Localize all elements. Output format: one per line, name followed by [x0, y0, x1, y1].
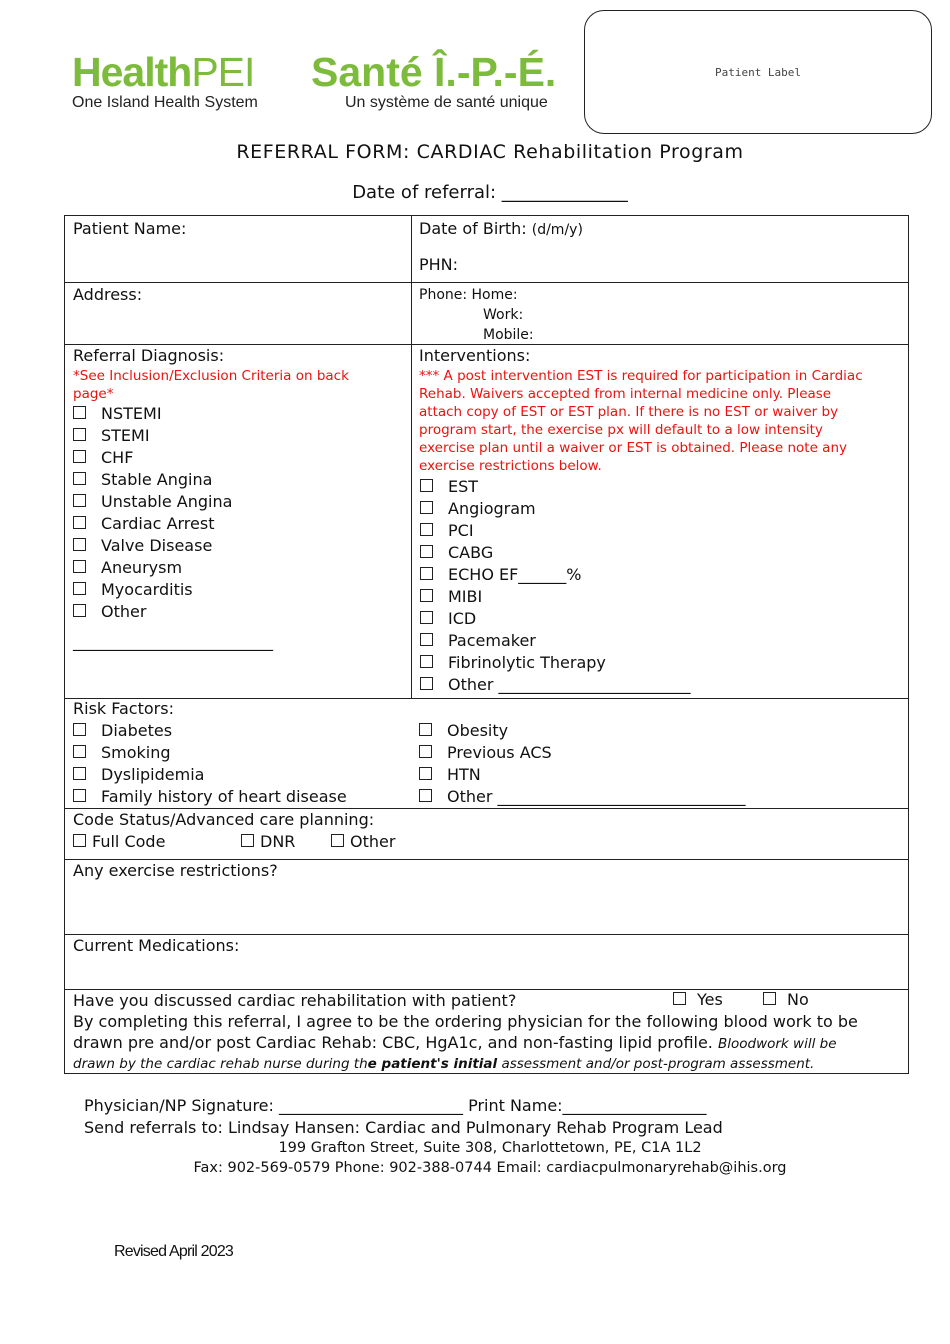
bloodwork-note-a: Bloodwork will be	[717, 1036, 837, 1052]
intervention-checkbox-label: Angiogram	[448, 499, 536, 518]
agreement-line2	[73, 1033, 837, 1054]
diagnosis-checkbox[interactable]	[73, 403, 162, 425]
checkbox-icon	[73, 406, 86, 419]
interventions-note-line: program start, the exercise px will default to a low intensity	[419, 422, 823, 438]
checkbox-icon	[420, 501, 433, 514]
diagnosis-label: Referral Diagnosis:	[73, 346, 225, 365]
patient-label-box	[584, 10, 932, 134]
checkbox-icon	[73, 450, 86, 463]
intervention-checkbox[interactable]	[420, 652, 606, 674]
intervention-checkbox[interactable]	[420, 542, 493, 564]
diagnosis-checkbox-label: Cardiac Arrest	[101, 514, 215, 533]
patient-name-label[interactable]: Patient Name:	[73, 219, 187, 238]
discussed-yes-checkbox[interactable]	[673, 989, 723, 1011]
patient-label-text: Patient Label	[714, 65, 802, 79]
checkbox-icon	[73, 834, 86, 847]
checkbox-icon	[73, 723, 86, 736]
agreement-line1: By completing this referral, I agree to be the ordering physician for the following blood work to be	[73, 1012, 858, 1031]
diagnosis-checkbox[interactable]	[73, 601, 146, 623]
checkbox-icon	[419, 789, 432, 802]
diagnosis-checkbox[interactable]	[73, 557, 182, 579]
diagnosis-checkbox-label: Unstable Angina	[101, 492, 233, 511]
risk-factor-checkbox-label: Obesity	[447, 721, 509, 740]
intervention-checkbox-label: ICD	[448, 609, 477, 628]
diagnosis-checkbox[interactable]	[73, 535, 212, 557]
diagnosis-checkbox-label: Other	[101, 602, 147, 621]
send-to-name: Lindsay Hansen	[228, 1118, 355, 1137]
intervention-checkbox[interactable]	[420, 520, 474, 542]
intervention-checkbox-label: PCI	[448, 521, 474, 540]
send-to-prefix: Send referrals to:	[84, 1118, 229, 1137]
diagnosis-checkbox[interactable]	[73, 491, 232, 513]
diagnosis-checkbox[interactable]	[73, 513, 214, 535]
intervention-checkbox-label: Fibrinolytic Therapy	[448, 653, 606, 672]
signature-line[interactable]: Physician/NP Signature: _______________________ Print Name:__________________	[84, 1096, 707, 1115]
checkbox-icon	[73, 472, 86, 485]
footer-contact: Fax: 902-569-0579 Phone: 902-388-0744 Email: cardiacpulmonaryrehab@ihis.org	[193, 1160, 787, 1176]
send-to-line	[84, 1118, 723, 1137]
agreement-line2-text: drawn pre and/or post Cardiac Rehab: CBC, HgA1c, and non-fasting lipid profile.	[73, 1033, 713, 1052]
checkbox-icon	[73, 604, 86, 617]
code-status-checkbox-label: DNR	[260, 832, 296, 851]
health-pei-logo	[72, 50, 258, 112]
risk-factor-checkbox[interactable]	[419, 786, 746, 808]
code-status-checkbox[interactable]	[73, 831, 165, 853]
intervention-checkbox-label: MIBI	[448, 587, 483, 606]
intervention-checkbox[interactable]	[420, 498, 536, 520]
referral-date-field[interactable]: Date of referral: ______________	[352, 182, 628, 203]
intervention-checkbox[interactable]	[420, 608, 476, 630]
intervention-checkbox[interactable]	[420, 564, 582, 586]
intervention-checkbox[interactable]	[420, 586, 482, 608]
interventions-note-line: exercise plan until a waiver or EST is obtained. Please note any	[419, 440, 848, 456]
diagnosis-checkbox-label: Valve Disease	[101, 536, 213, 555]
interventions-note-line: attach copy of EST or EST plan. If there is no EST or waiver by	[419, 404, 839, 420]
checkbox-icon	[420, 479, 433, 492]
risk-factor-checkbox[interactable]	[73, 764, 204, 786]
checkbox-icon	[420, 655, 433, 668]
interventions-note-line: Rehab. Waivers accepted from internal medicine only. Please	[419, 386, 832, 402]
checkbox-icon	[331, 834, 344, 847]
risk-factor-checkbox[interactable]	[419, 720, 508, 742]
checkbox-icon	[420, 633, 433, 646]
diagnosis-note-line1: *See Inclusion/Exclusion Criteria on back	[73, 368, 349, 384]
footer-address: 199 Grafton Street, Suite 308, Charlottetown, PE, C1A 1L2	[278, 1140, 702, 1156]
checkbox-icon	[73, 767, 86, 780]
checkbox-icon	[420, 611, 433, 624]
dob-format: (d/m/y)	[531, 222, 583, 238]
risk-factor-checkbox[interactable]	[73, 786, 347, 808]
checkbox-icon	[73, 789, 86, 802]
diagnosis-checkbox-label: STEMI	[101, 426, 150, 445]
risk-factor-checkbox[interactable]	[419, 742, 552, 764]
risk-factor-checkbox[interactable]	[73, 742, 171, 764]
referral-form-table	[64, 215, 909, 1074]
checkbox-icon	[419, 767, 432, 780]
diagnosis-checkbox-label: Stable Angina	[101, 470, 213, 489]
logo-en-text: Health	[72, 49, 192, 95]
checkbox-icon	[73, 560, 86, 573]
bloodwork-note	[73, 1054, 814, 1074]
bloodwork-note-b: drawn by the cardiac rehab nurse during th	[73, 1056, 368, 1072]
address-label[interactable]: Address:	[73, 285, 143, 304]
diagnosis-checkbox-label: NSTEMI	[101, 404, 162, 423]
checkbox-icon	[420, 545, 433, 558]
diagnosis-checkbox[interactable]	[73, 447, 133, 469]
exercise-restrictions-label[interactable]: Any exercise restrictions?	[73, 861, 278, 880]
diagnosis-checkbox-label: CHF	[101, 448, 134, 467]
intervention-checkbox-label: CABG	[448, 543, 494, 562]
phone-work-label[interactable]: Work:	[483, 307, 524, 323]
dob-label: Date of Birth:	[419, 219, 527, 238]
phone-mobile-label[interactable]: Mobile:	[483, 327, 534, 343]
risk-factor-checkbox-label: Previous ACS	[447, 743, 552, 762]
interventions-note-line: exercise restrictions below.	[419, 458, 602, 474]
checkbox-icon	[420, 567, 433, 580]
checkbox-icon	[419, 745, 432, 758]
risk-factor-checkbox[interactable]	[419, 764, 481, 786]
code-status-checkbox[interactable]	[241, 831, 295, 853]
bloodwork-note-bold: e patient's initial	[367, 1056, 498, 1072]
intervention-checkbox-label: ECHO EF______%	[448, 565, 582, 584]
no-label: No	[787, 990, 809, 1009]
logo-fr-subtitle: Un système de santé unique	[345, 94, 548, 111]
checkbox-icon	[419, 723, 432, 736]
revised-date: Revised April 2023	[114, 1243, 234, 1260]
diagnosis-note-line2: page*	[73, 386, 114, 402]
checkbox-icon	[241, 834, 254, 847]
risk-factor-checkbox-label: HTN	[447, 765, 481, 784]
discussion-question: Have you discussed cardiac rehabilitation with patient?	[73, 991, 517, 1010]
interventions-note-line: *** A post intervention EST is required for participation in Cardiac	[419, 368, 863, 384]
checkbox-icon	[763, 992, 776, 1005]
intervention-checkbox-label: Other ________________________	[448, 675, 691, 694]
risk-factor-checkbox-label: Family history of heart disease	[101, 787, 347, 806]
logo-en-subtitle: One Island Health System	[72, 94, 258, 111]
checkbox-icon	[73, 745, 86, 758]
diagnosis-checkbox-label: Myocarditis	[101, 580, 193, 599]
checkbox-icon	[420, 523, 433, 536]
interventions-note	[419, 367, 863, 475]
dob-field[interactable]	[419, 219, 583, 240]
risk-factor-checkbox-label: Diabetes	[101, 721, 173, 740]
risk-factor-checkbox-label: Dyslipidemia	[101, 765, 205, 784]
checkbox-icon	[673, 992, 686, 1005]
interventions-label: Interventions:	[419, 346, 531, 365]
diagnosis-checkbox[interactable]	[73, 469, 212, 491]
risk-factor-checkbox-label: Other _______________________________	[447, 787, 746, 806]
intervention-checkbox-label: EST	[448, 477, 479, 496]
bloodwork-note-c: assessment and/or post-program assessment.	[497, 1056, 815, 1072]
intervention-checkbox[interactable]	[420, 674, 691, 696]
risk-factors-label: Risk Factors:	[73, 699, 174, 718]
diagnosis-checkbox-label: Aneurysm	[101, 558, 183, 577]
intervention-checkbox[interactable]	[420, 476, 478, 498]
code-status-checkbox[interactable]	[331, 831, 395, 853]
diagnosis-other-line[interactable]: _________________________	[73, 632, 273, 651]
current-medications-label[interactable]: Current Medications:	[73, 936, 240, 955]
checkbox-icon	[73, 582, 86, 595]
risk-factor-checkbox-label: Smoking	[101, 743, 171, 762]
intervention-checkbox[interactable]	[420, 630, 536, 652]
form-title: REFERRAL FORM: CARDIAC Rehabilitation Program	[236, 141, 744, 163]
checkbox-icon	[420, 677, 433, 690]
checkbox-icon	[73, 538, 86, 551]
checkbox-icon	[73, 428, 86, 441]
logo-fr-text: Santé Î.-P.-É.	[311, 49, 557, 95]
code-status-label: Code Status/Advanced care planning:	[73, 810, 375, 829]
yes-label: Yes	[697, 990, 723, 1009]
discussed-no-checkbox[interactable]	[763, 989, 809, 1011]
checkbox-icon	[73, 494, 86, 507]
send-to-role: : Cardiac and Pulmonary Rehab Program Lead	[354, 1118, 723, 1137]
diagnosis-checkbox[interactable]	[73, 579, 193, 601]
logo-en-suffix: PEI	[191, 49, 255, 95]
checkbox-icon	[73, 516, 86, 529]
phn-label[interactable]: PHN:	[419, 255, 459, 274]
code-status-checkbox-label: Full Code	[92, 832, 166, 851]
code-status-checkbox-label: Other	[350, 832, 396, 851]
sante-ipe-logo	[311, 50, 556, 112]
risk-factor-checkbox[interactable]	[73, 720, 172, 742]
intervention-checkbox-label: Pacemaker	[448, 631, 536, 650]
diagnosis-checkbox[interactable]	[73, 425, 150, 447]
checkbox-icon	[420, 589, 433, 602]
phone-home-label[interactable]: Phone: Home:	[419, 287, 518, 303]
